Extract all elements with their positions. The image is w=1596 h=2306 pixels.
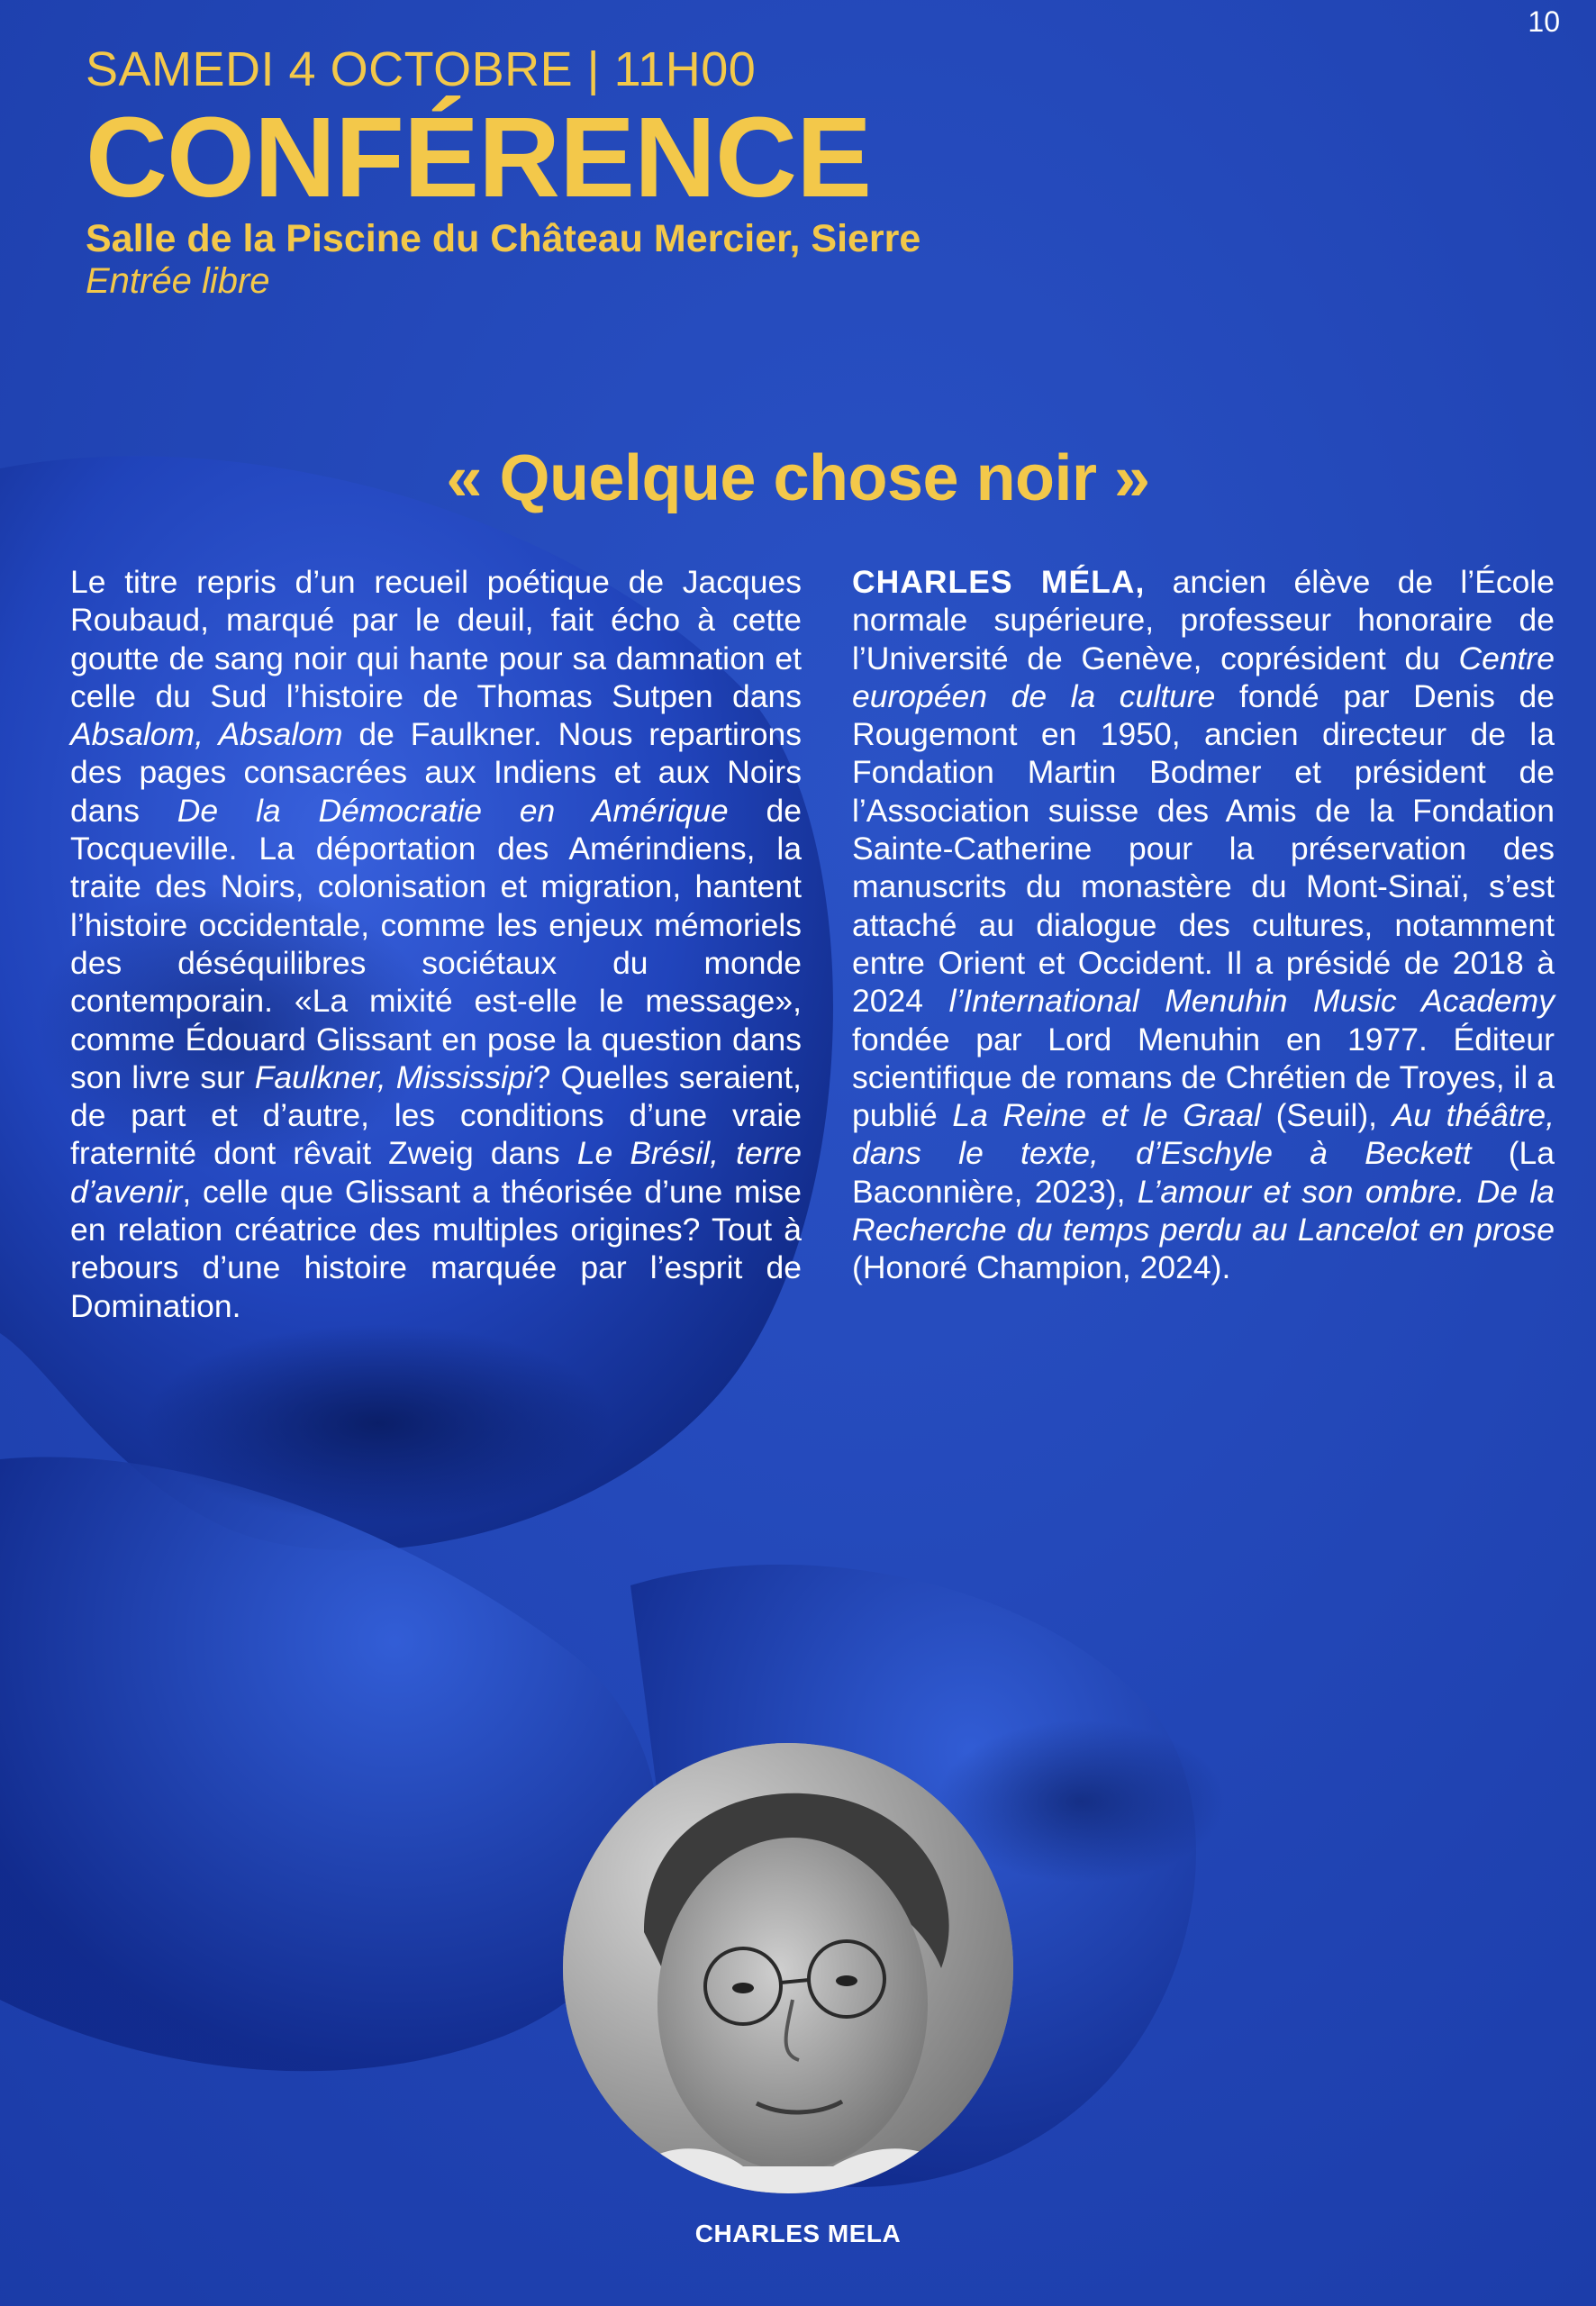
event-admission: Entrée libre <box>86 261 270 302</box>
text-run: fondée par Lord Menuhin en 1977. Éditeur scientifique de romans de Chrétien de Troyes, il a publié <box>852 1021 1555 1134</box>
event-date-time: SAMEDI 4 OCTOBRE | 11H00 <box>86 42 757 96</box>
text-run: ? Quelles seraient, de part et d’autre, les conditions d’une vraie fraternité dont rêvait Zweig dans <box>70 1058 803 1172</box>
italic-title: Le Brésil, terre d’avenir <box>70 1135 802 1210</box>
event-venue: Salle de la Piscine du Château Mercier, Sierre <box>86 217 921 260</box>
text-run: fondé par Denis de Rougemont en 1950, ancien directeur de la Fondation Martin Bodmer et président de l’Association suisse des Amis de la Fondation Sainte-Catherine pour la préservation des manuscrits du monastère du Mont-Sinaï, s’est attaché au dialogue des cultures, notamment entre Orient et Occident. Il a présidé de 2018 à 2024 <box>852 677 1555 1020</box>
talk-description <box>70 563 802 1325</box>
italic-title: Faulkner, Mississipi <box>254 1058 533 1095</box>
page-number: 10 <box>1528 5 1560 38</box>
event-type-heading: CONFÉRENCE <box>86 94 872 221</box>
italic-title: La Reine et le Graal <box>952 1097 1261 1134</box>
text-run: ancien élève de l’École normale supérieure, professeur honoraire de l’Université de Genève, coprésident du <box>852 564 1555 676</box>
speaker-biography <box>852 563 1555 1287</box>
italic-title: l’International Menuhin Music Academy <box>948 983 1555 1020</box>
portrait-illustration <box>563 1743 1013 2193</box>
text-run: , celle que Glissant a théorisée d’une mise en relation créatrice des multiples origines? Tout à rebours d’une histoire marquée par l’esprit de Domination. <box>70 1173 802 1324</box>
text-run: (Honoré Champion, 2024). <box>852 1249 1231 1286</box>
text-run: Le titre repris d’un recueil poétique de Jacques Roubaud, marqué par le deuil, fait écho à cette goutte de sang noir qui hante pour sa damnation et celle du Sud l’histoire de Thomas Sutpen dans <box>70 564 802 714</box>
text-run: (La Baconnière, 2023), <box>852 1135 1555 1210</box>
italic-title: Au théâtre, dans le texte, d’Eschyle à Beckett <box>852 1097 1555 1172</box>
italic-title: De la Démocratie en Amérique <box>177 792 729 829</box>
speaker-name: CHARLES MÉLA, <box>852 564 1146 600</box>
italic-title: Absalom, Absalom <box>70 716 343 753</box>
text-run: de Tocqueville. La déportation des Amérindiens, la traite des Noirs, colonisation et migration, hantent l’histoire occidentale, comme les enjeux mémoriels des déséquilibres sociétaux du monde contemporain. «La mixité est-elle le message», comme Édouard Glissant en pose la question dans son livre sur <box>70 792 802 1095</box>
text-run: de Faulkner. Nous repartirons des pages consacrées aux Indiens et aux Noirs dans <box>70 716 802 829</box>
talk-title: « Quelque chose noir » <box>446 442 1150 514</box>
italic-title: Centre européen de la culture <box>852 640 1555 714</box>
italic-title: L’amour et son ombre. De la Recherche du temps perdu au Lancelot en prose <box>852 1173 1555 1248</box>
text-run: (Seuil), <box>1260 1097 1392 1134</box>
event-header <box>86 42 1166 302</box>
speaker-portrait-photo <box>563 1743 1013 2193</box>
portrait-caption: CHARLES MELA <box>694 2220 902 2247</box>
